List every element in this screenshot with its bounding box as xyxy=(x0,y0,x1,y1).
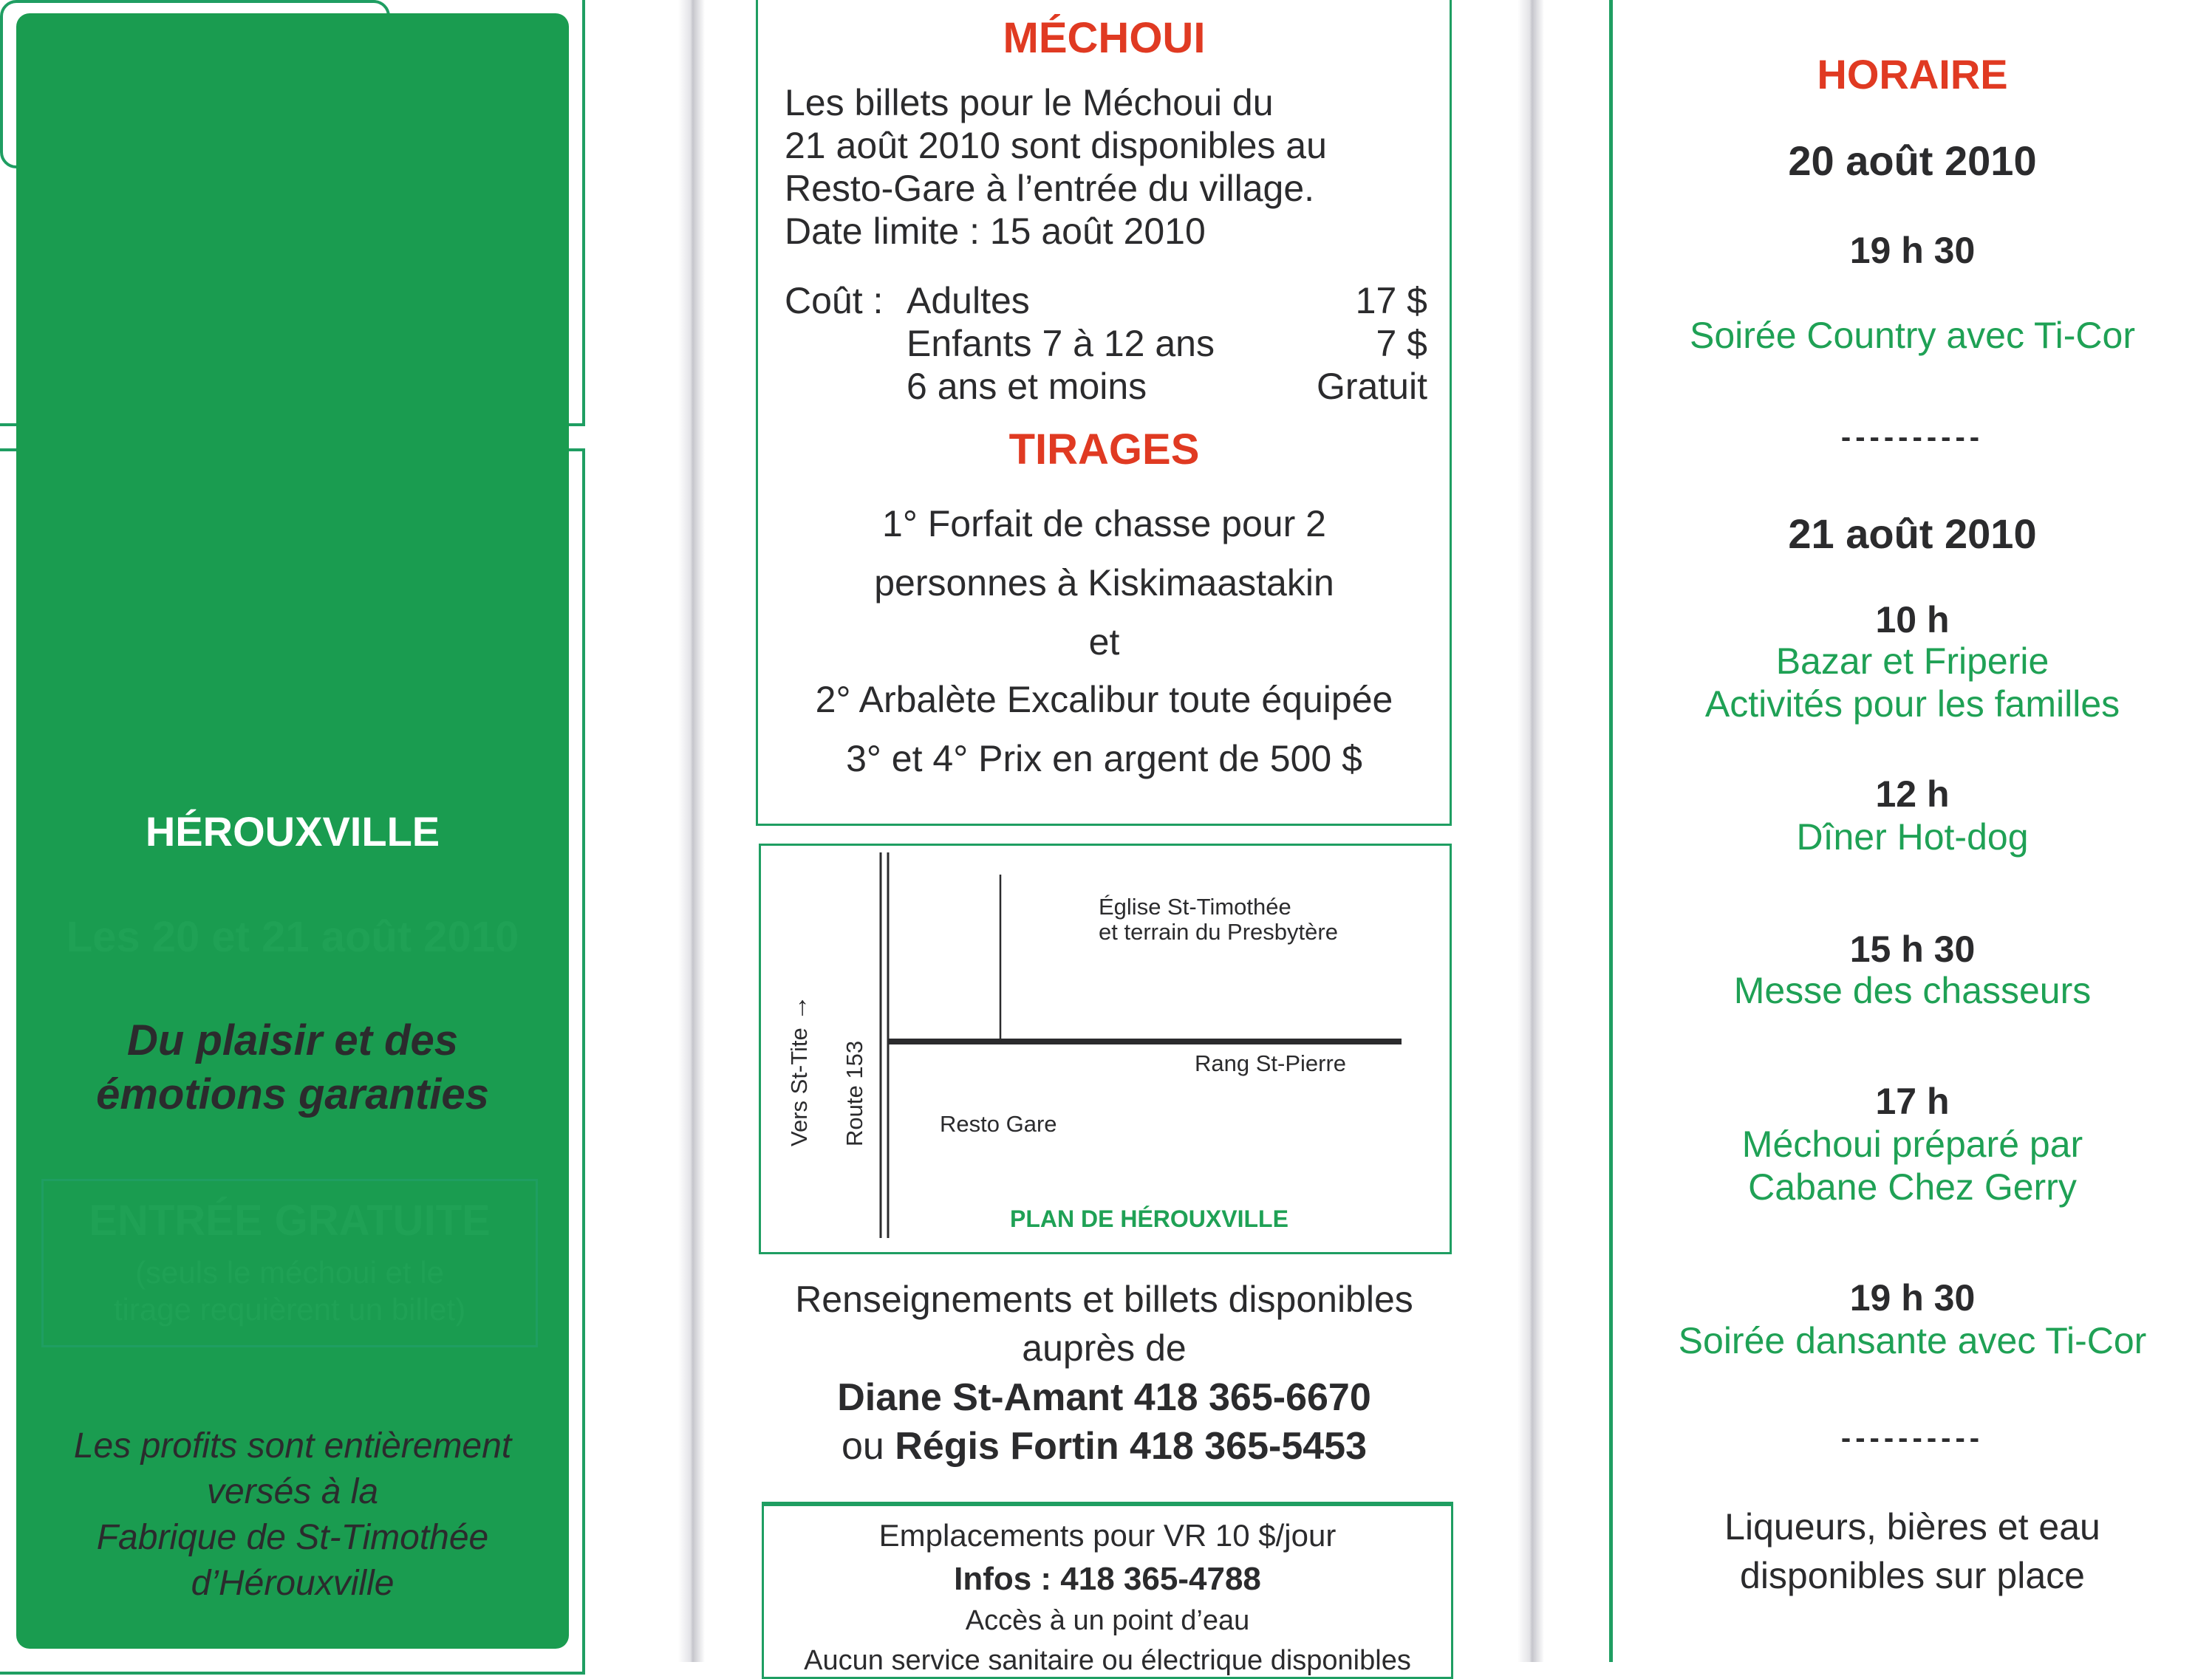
tirages-line-3: et xyxy=(1088,621,1120,663)
admission-title: ENTRÉE GRATUITE xyxy=(89,1197,491,1245)
day2-event-4-desc-1: Méchoui préparé par xyxy=(1741,1124,2083,1165)
mechoui-line-2: 21 août 2010 sont disponibles au xyxy=(785,125,1327,166)
town-sign-label: HÉROUXVILLE xyxy=(16,13,569,1649)
profits-line-1: Les profits sont entièrement xyxy=(73,1426,512,1466)
profits-line-2: versés à la xyxy=(206,1472,379,1511)
profits-line-3: Fabrique de St-Timothée xyxy=(96,1518,489,1557)
admission-box xyxy=(41,1179,538,1347)
day2-event-2-desc-1: Dîner Hot-dog xyxy=(1796,816,2029,858)
price-category-children: Enfants 7 à 12 ans xyxy=(907,323,1215,364)
contact-or: ou xyxy=(841,1425,884,1468)
separator-2: ---------- xyxy=(1840,1422,1984,1454)
tirages-line-2: personnes à Kiskimaastakin xyxy=(874,562,1334,603)
day2-event-1-time: 10 h xyxy=(1875,599,1950,640)
mechoui-title: MÉCHOUI xyxy=(1003,14,1206,62)
day2-date: 21 août 2010 xyxy=(1788,510,2037,557)
mechoui-line-1: Les billets pour le Méchoui du xyxy=(785,82,1274,123)
day2-event-1-desc-1: Bazar et Friperie xyxy=(1775,640,2049,682)
price-value-children: 7 $ xyxy=(1376,323,1427,364)
rv-line-1: Emplacements pour VR 10 $/jour xyxy=(878,1518,1337,1553)
profits-line-4: d’Hérouxville xyxy=(191,1564,395,1603)
map-church-label-2: et terrain du Presbytère xyxy=(1099,919,1338,945)
day1-event-1-time: 19 h 30 xyxy=(1849,230,1976,271)
rv-line-3: Accès à un point d’eau xyxy=(965,1605,1250,1636)
event-dates: Les 20 et 21 août 2010 xyxy=(66,913,519,961)
mechoui-line-3: Resto-Gare à l’entrée du village. xyxy=(785,168,1315,209)
admission-note-line-2: tirage requièrent un billet) xyxy=(113,1292,466,1327)
contact-section xyxy=(759,1278,1450,1500)
mechoui-content xyxy=(759,0,1450,825)
day1-event-1-desc: Soirée Country avec Ti-Cor xyxy=(1689,315,2135,356)
tirages-line-4: 2° Arbalète Excalibur toute équipée xyxy=(815,679,1393,720)
day2-event-4-desc-2: Cabane Chez Gerry xyxy=(1748,1166,2077,1208)
map-direction-label xyxy=(782,995,813,1146)
price-category-adults: Adultes xyxy=(907,280,1030,321)
day1-date: 20 août 2010 xyxy=(1788,137,2037,184)
map-labels xyxy=(759,844,1452,1254)
contact-person-2: Régis Fortin 418 365-5453 xyxy=(895,1425,1368,1468)
fold-shadow-right xyxy=(1518,0,1544,1662)
map-rang-label: Rang St-Pierre xyxy=(1195,1050,1347,1076)
map-caption: PLAN DE HÉROUXVILLE xyxy=(1010,1206,1288,1232)
day2-event-5-time: 19 h 30 xyxy=(1849,1277,1976,1319)
contact-line-1: Renseignements et billets disponibles xyxy=(795,1279,1413,1320)
footer-line-2: disponibles sur place xyxy=(1740,1555,2085,1596)
day2-event-2-time: 12 h xyxy=(1875,773,1950,815)
contact-line-2: auprès de xyxy=(1022,1327,1187,1369)
tagline-line-2: émotions garanties xyxy=(96,1070,489,1118)
fold-shadow-left xyxy=(678,0,705,1662)
schedule-title: HORAIRE xyxy=(1817,51,2008,98)
price-value-under6: Gratuit xyxy=(1316,366,1427,407)
contact-person-1: Diane St-Amant 418 365-6670 xyxy=(837,1376,1371,1419)
footer-line-1: Liqueurs, bières et eau xyxy=(1724,1506,2100,1548)
map-church-label-1: Église St-Timothée xyxy=(1099,894,1291,920)
price-value-adults: 17 $ xyxy=(1355,280,1427,321)
admission-note-line-1: (seuls le méchoui et le xyxy=(135,1255,444,1290)
tirages-title: TIRAGES xyxy=(1008,425,1200,473)
direction-text: Vers St-Tite xyxy=(786,1027,812,1146)
rv-content xyxy=(762,1502,1453,1676)
arrow-right-icon: → xyxy=(782,994,813,1022)
cost-label: Coût : xyxy=(785,280,884,321)
map-route-label: Route 153 xyxy=(842,1040,867,1146)
town-sign xyxy=(0,0,440,855)
right-panel xyxy=(1613,0,2212,1662)
tirages-line-5: 3° et 4° Prix en argent de 500 $ xyxy=(846,738,1362,779)
day2-event-5-desc-1: Soirée dansante avec Ti-Cor xyxy=(1678,1320,2147,1361)
rv-line-2: Infos : 418 365-4788 xyxy=(954,1561,1261,1597)
rv-line-4: Aucun service sanitaire ou électrique disponibles xyxy=(804,1645,1411,1676)
tirages-line-1: 1° Forfait de chasse pour 2 xyxy=(882,503,1326,544)
day2-event-3-desc-1: Messe des chasseurs xyxy=(1733,970,2092,1011)
tagline-line-1: Du plaisir et des xyxy=(126,1016,459,1064)
welcome-content xyxy=(0,0,585,1662)
day2-event-4-time: 17 h xyxy=(1875,1081,1950,1122)
contact-line-4 xyxy=(759,1424,1450,1468)
mechoui-line-4: Date limite : 15 août 2010 xyxy=(785,211,1206,252)
separator-1: ---------- xyxy=(1840,421,1984,454)
day2-event-1-desc-2: Activités pour les familles xyxy=(1704,683,2120,725)
map-resto-label: Resto Gare xyxy=(940,1111,1057,1137)
price-category-under6: 6 ans et moins xyxy=(907,366,1147,407)
day2-event-3-time: 15 h 30 xyxy=(1849,929,1976,970)
